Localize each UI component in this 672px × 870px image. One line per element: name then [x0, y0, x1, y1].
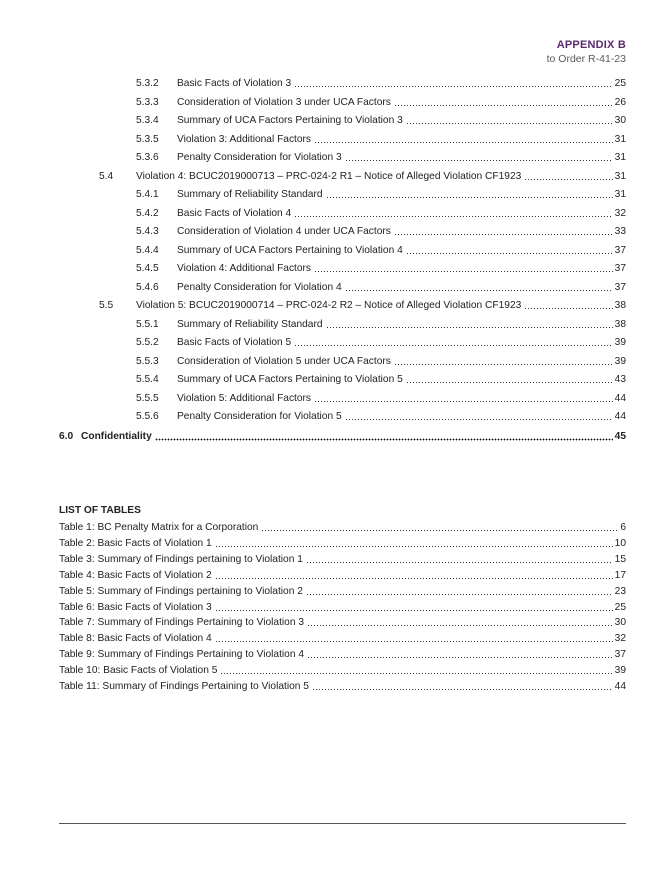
- dot-leader: [220, 665, 612, 675]
- dot-leader: [307, 617, 613, 627]
- toc-entry-number: 5.3.2: [136, 78, 159, 89]
- toc-entry-number: 5.3.4: [136, 115, 159, 126]
- toc-entry-title: Summary of Reliability Standard: [177, 318, 323, 330]
- list-of-tables-entry[interactable]: [59, 568, 626, 582]
- dot-leader: [326, 319, 613, 329]
- table-entry-page: 17: [614, 569, 626, 581]
- toc-entry-page: 45: [614, 430, 626, 442]
- toc-entry-title: Violation 3: Additional Factors: [177, 133, 312, 145]
- toc-entry-title: Basic Facts of Violation 3: [177, 78, 292, 89]
- toc-entry[interactable]: [0, 169, 626, 183]
- toc-entry-number: 5.4.5: [136, 263, 159, 274]
- table-entry-title: Table 11: Summary of Findings Pertaining to Violation 5: [59, 681, 309, 692]
- toc-entry-title: Violation 4: Additional Factors: [177, 263, 312, 274]
- toc-entry-number: 5.4.3: [136, 226, 159, 237]
- table-entry-title: Table 3: Summary of Findings pertaining to Violation 1: [59, 553, 303, 565]
- toc-entry[interactable]: [0, 372, 626, 386]
- toc-entry-title: Violation 4: BCUC2019000713 – PRC-024-2 R1 – Notice of Alleged Violation CF1923: [136, 170, 522, 182]
- toc-entry[interactable]: [0, 354, 626, 368]
- list-of-tables-entry[interactable]: [59, 631, 626, 645]
- dot-leader: [294, 337, 612, 347]
- toc-entry[interactable]: [0, 298, 626, 312]
- dot-leader: [215, 570, 613, 580]
- dot-leader: [215, 602, 613, 612]
- list-of-tables-entry[interactable]: [59, 520, 626, 534]
- list-of-tables-entry[interactable]: [59, 600, 626, 614]
- dot-leader: [294, 78, 612, 88]
- toc-entry-title: Penalty Consideration for Violation 4: [177, 281, 342, 293]
- dot-leader: [406, 115, 613, 125]
- toc-entry-page: 31: [614, 189, 626, 200]
- toc-entry[interactable]: [0, 206, 626, 220]
- table-entry-title: Table 4: Basic Facts of Violation 2: [59, 569, 212, 581]
- toc-entry[interactable]: [0, 224, 626, 238]
- dot-leader: [345, 152, 613, 162]
- dot-leader: [394, 226, 613, 236]
- dot-leader: [524, 300, 612, 310]
- footer-divider: [59, 823, 626, 824]
- table-entry-page: 25: [614, 601, 626, 613]
- toc-entry-page: 39: [614, 355, 626, 367]
- table-entry-page: 32: [614, 633, 626, 645]
- toc-entry[interactable]: [0, 261, 626, 275]
- toc-entry-title: Penalty Consideration for Violation 5: [177, 411, 342, 422]
- toc-entry-title: Consideration of Violation 5 under UCA Factors: [177, 355, 391, 367]
- toc-entry[interactable]: [0, 243, 626, 257]
- dot-leader: [314, 263, 613, 273]
- dot-leader: [314, 393, 613, 403]
- toc-entry-page: 26: [614, 96, 626, 108]
- toc-entry-title: Summary of UCA Factors Pertaining to Violation 4: [177, 244, 403, 256]
- toc-entry-number: 5.4.6: [136, 281, 159, 293]
- dot-leader: [312, 681, 613, 691]
- table-entry-page: 44: [614, 681, 626, 692]
- list-of-tables-entry[interactable]: [59, 679, 626, 693]
- dot-leader: [406, 374, 613, 384]
- toc-entry-number: 5.3.6: [136, 152, 159, 163]
- dot-leader: [345, 282, 613, 292]
- toc-entry-title: Confidentiality: [81, 430, 152, 442]
- toc-entry-page: 32: [614, 207, 626, 219]
- toc-entry-page: 31: [614, 152, 626, 163]
- dot-leader: [215, 538, 613, 548]
- toc-entry[interactable]: [0, 187, 626, 201]
- dot-leader: [406, 245, 613, 255]
- toc-entry-number: 5.5.3: [136, 355, 159, 367]
- table-entry-title: Table 8: Basic Facts of Violation 4: [59, 633, 212, 645]
- dot-leader: [345, 411, 613, 421]
- toc-entry-page: 44: [614, 392, 626, 404]
- toc-entry-page: 25: [614, 78, 626, 89]
- dot-leader: [394, 356, 613, 366]
- toc-entry[interactable]: [0, 113, 626, 127]
- list-of-tables-heading: LIST OF TABLES: [59, 505, 141, 516]
- toc-entry-title: Violation 5: Additional Factors: [177, 392, 312, 404]
- dot-leader: [155, 431, 613, 441]
- toc-entry-page: 37: [614, 244, 626, 256]
- toc-entry-title: Basic Facts of Violation 5: [177, 337, 292, 348]
- toc-entry-number: 5.5.5: [136, 392, 159, 404]
- table-entry-page: 30: [614, 617, 626, 629]
- dot-leader: [261, 522, 618, 532]
- toc-entry-page: 33: [614, 226, 626, 237]
- toc-entry[interactable]: [0, 280, 626, 294]
- table-entry-title: Table 1: BC Penalty Matrix for a Corporation: [59, 522, 259, 533]
- toc-entry[interactable]: [0, 132, 626, 146]
- table-entry-page: 15: [614, 553, 626, 565]
- toc-entry-number: 5.4.4: [136, 244, 159, 256]
- toc-entry-number: 5.4.1: [136, 189, 159, 200]
- toc-entry-number: 6.0: [59, 430, 74, 442]
- toc-entry-title: Consideration of Violation 4 under UCA Factors: [177, 226, 391, 237]
- table-entry-page: 10: [614, 537, 626, 549]
- toc-entry-number: 5.5.1: [136, 318, 159, 330]
- toc-entry-page: 37: [614, 263, 626, 274]
- table-entry-page: 39: [614, 665, 626, 677]
- list-of-tables-entry[interactable]: [59, 615, 626, 629]
- toc-entry-page: 39: [614, 337, 626, 348]
- toc-entry-number: 5.5.4: [136, 374, 159, 385]
- toc-entry[interactable]: [0, 317, 626, 331]
- toc-entry-number: 5.5.2: [136, 337, 159, 348]
- toc-entry-title: Penalty Consideration for Violation 3: [177, 152, 342, 163]
- toc-entry-number: 5.3.3: [136, 96, 159, 108]
- list-of-tables-entry[interactable]: [59, 663, 626, 677]
- toc-entry[interactable]: [0, 335, 626, 349]
- toc-entry[interactable]: [0, 150, 626, 164]
- dot-leader: [306, 554, 613, 564]
- dot-leader: [394, 97, 613, 107]
- dot-leader: [294, 208, 612, 218]
- table-entry-page: 6: [620, 522, 626, 533]
- dot-leader: [215, 633, 613, 643]
- toc-entry-page: 31: [614, 133, 626, 145]
- toc-entry[interactable]: [0, 391, 626, 405]
- toc-entry-number: 5.3.5: [136, 133, 159, 145]
- toc-entry-page: 38: [614, 318, 626, 330]
- toc-entry-number: 5.5.6: [136, 411, 159, 422]
- toc-entry[interactable]: [0, 409, 626, 423]
- toc-entry-page: 43: [614, 374, 626, 385]
- dot-leader: [306, 586, 613, 596]
- list-of-tables-entry[interactable]: [59, 536, 626, 550]
- table-entry-title: Table 6: Basic Facts of Violation 3: [59, 601, 212, 613]
- table-entry-page: 37: [614, 649, 626, 661]
- toc-entry-page: 31: [614, 170, 626, 182]
- toc-entry-title: Summary of Reliability Standard: [177, 189, 323, 200]
- toc-entry[interactable]: [0, 76, 626, 90]
- list-of-tables-entry[interactable]: [59, 552, 626, 566]
- toc-entry-title: Consideration of Violation 3 under UCA Factors: [177, 96, 391, 108]
- table-entry-title: Table 5: Summary of Findings pertaining to Violation 2: [59, 585, 303, 597]
- list-of-tables-entry[interactable]: [59, 584, 626, 598]
- toc-entry-title: Summary of UCA Factors Pertaining to Violation 5: [177, 374, 403, 385]
- table-entry-title: Table 10: Basic Facts of Violation 5: [59, 665, 218, 677]
- list-of-tables-entry[interactable]: [59, 647, 626, 661]
- toc-entry-number: 5.4.2: [136, 207, 159, 219]
- dot-leader: [314, 134, 613, 144]
- dot-leader: [326, 189, 613, 199]
- toc-entry-title: Basic Facts of Violation 4: [177, 207, 292, 219]
- toc-entry[interactable]: [0, 95, 626, 109]
- toc-entry-number: 5.4: [99, 170, 114, 182]
- toc-entry-title: Summary of UCA Factors Pertaining to Violation 3: [177, 115, 403, 126]
- order-reference: to Order R-41-23: [546, 53, 626, 65]
- appendix-label: APPENDIX B: [556, 39, 626, 51]
- table-entry-title: Table 7: Summary of Findings Pertaining to Violation 3: [59, 617, 305, 629]
- toc-entry[interactable]: [0, 429, 626, 443]
- table-entry-page: 23: [614, 585, 626, 597]
- toc-entry-page: 37: [614, 281, 626, 293]
- toc-entry-number: 5.5: [99, 300, 114, 311]
- toc-entry-page: 44: [614, 411, 626, 422]
- table-entry-title: Table 9: Summary of Findings Pertaining to Violation 4: [59, 649, 305, 661]
- toc-entry-page: 38: [614, 300, 626, 311]
- dot-leader: [524, 171, 612, 181]
- dot-leader: [307, 649, 613, 659]
- table-entry-title: Table 2: Basic Facts of Violation 1: [59, 537, 212, 549]
- toc-entry-page: 30: [614, 115, 626, 126]
- toc-entry-title: Violation 5: BCUC2019000714 – PRC-024-2 R2 – Notice of Alleged Violation CF1923: [136, 300, 522, 311]
